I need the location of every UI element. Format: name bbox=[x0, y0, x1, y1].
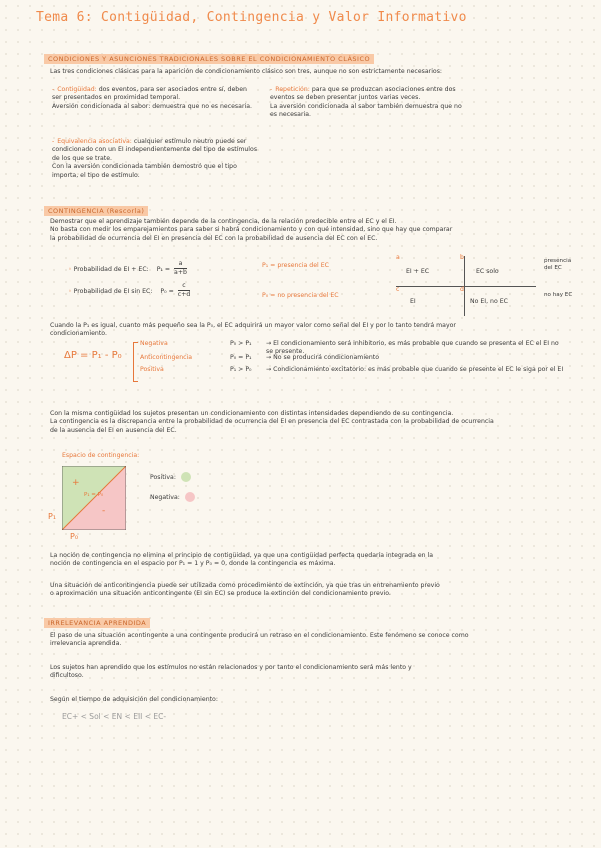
axis-y-label: P₁ bbox=[48, 512, 57, 521]
table-a: a bbox=[396, 254, 400, 261]
prob0-row: ◦ Probabilidad de EI sin EC: P₀ = $\frac{c}{c+d}$ bbox=[68, 282, 191, 299]
contiguidad-block bbox=[52, 86, 252, 111]
types-bracket bbox=[133, 342, 138, 382]
contingency-table bbox=[396, 256, 536, 316]
legend-positiva: Positiva: bbox=[150, 472, 191, 482]
table-d: d bbox=[460, 286, 464, 293]
prob1-label: Probabilidad de EI + EC: bbox=[73, 265, 149, 273]
page-title: Tema 6: Contigüidad, Contingencia y Valor Informativo bbox=[36, 10, 467, 25]
section-header-contingencia: CONTINGENCIA (Rescorla) bbox=[44, 198, 148, 217]
p1-definition: P₁ = presencia del EC bbox=[262, 262, 329, 269]
contingency-space-svg bbox=[62, 466, 126, 530]
irrelevancia-p5: Según el tiempo de adquisición del condicionamiento: bbox=[50, 696, 218, 703]
equivalencia-text: cualquier estímulo neutro puede ser condicionado con un EI independientemente del tipo de estímulos de los que se trate. bbox=[52, 138, 258, 162]
cell-ec-solo: EC solo bbox=[476, 268, 499, 275]
equivalencia-block bbox=[52, 138, 262, 180]
table-c: c bbox=[396, 286, 400, 293]
p0-definition: P₀ = no presencia del EC bbox=[262, 292, 339, 299]
prob1-row: ◦ Probabilidad de EI + EC: P₁ = $\frac{a}{a+b}$ bbox=[68, 260, 187, 277]
plus-sign: + bbox=[72, 478, 80, 488]
irrelevancia-p1: El paso de una situación acontingente a una contingente producirá un retraso en el condicionamiento. Este fenómeno se conoce como irrelevancia aprendida. bbox=[50, 632, 469, 648]
legend-negativa: Negativa: bbox=[150, 492, 195, 502]
contingencia-p9: La noción de contingencia no elimina el principio de contigüidad, ya que una contigüidad perfecta quedaría integrada en la noción de contingencia en el espacio por P₁ = 1 y P₀ = 0, donde la contingencia es máxima. bbox=[50, 552, 434, 568]
minus-sign: - bbox=[102, 506, 106, 516]
prob0-formula: P₀ = bbox=[160, 287, 174, 295]
contingency-types bbox=[140, 340, 580, 380]
contiguidad-text2: Aversión condicionada al sabor: demuestra que no es necesaria. bbox=[52, 102, 252, 110]
row2-label: no hay EC bbox=[544, 292, 573, 298]
delta-p-formula: ΔP = P₁ - P₀ bbox=[64, 350, 122, 361]
negativa-dot bbox=[185, 492, 195, 502]
prob1-fraction: $\frac{a}{a+b}$ bbox=[174, 260, 187, 277]
prob0-label: Probabilidad de EI sin EC: bbox=[73, 287, 153, 295]
contingency-space-diagram bbox=[62, 466, 126, 530]
repeticion-label: - Repetición: bbox=[270, 86, 310, 93]
prob1-formula: P₁ = bbox=[156, 265, 171, 273]
axis-x-label: P₀ bbox=[70, 532, 79, 541]
section1-intro: Las tres condiciones clásicas para la aparición de condicionamiento clásico son tres, aunque no son estrictamente necesarios: bbox=[50, 68, 443, 75]
section-header-irrelevancia: IRRELEVANCIA APRENDIDA bbox=[44, 610, 150, 629]
type-positiva: Positiva P₁ > P₀ → Condicionamiento excitatorio: es más probable que cuando se presente el EC le siga por el EI bbox=[140, 366, 564, 373]
prob0-fraction: $\frac{c}{c+d}$ bbox=[177, 282, 191, 299]
contiguidad-label: - Contigüidad: bbox=[52, 86, 97, 93]
cell-ei-ec: EI + EC bbox=[406, 268, 430, 275]
contingencia-p2: No basta con medir los emparejamientos para saber si habrá condicionamiento y con qué intensidad, sino que hay que comparar bbox=[50, 226, 453, 234]
cell-ei: EI bbox=[410, 298, 416, 305]
cell-no-ei-no-ec: No EI, no EC bbox=[470, 298, 508, 305]
row1-label: presencia del EC bbox=[544, 258, 572, 271]
contiguidad-text: dos eventos, para ser asociados entre sí, deben ser presentados en proximidad temporal. bbox=[52, 86, 247, 102]
positiva-dot bbox=[181, 472, 191, 482]
contingencia-p4: Cuando la P₁ es igual, cuanto más pequeño sea la P₀, el EC adquirirá un mayor valor como señal del EI y por lo tanto tendrá mayor condicionamiento. bbox=[50, 322, 456, 338]
contingencia-p6: Con la misma contigüidad los sujetos presentan un condicionamiento con distintas intensidades dependiendo de su contingencia. La contingencia es la discrepancia entre la probabilidad de ocurrencia del EI en presencia del EC contrastada con la probabilidad de ocurrencia de la ausencia del EI en ausencia del EC. bbox=[50, 410, 494, 434]
type-negativa: Negativa P₀ > P₁ → El condicionamiento será inhibitorio, es más probable que cuando se presenta el EC el EI no se presente. bbox=[140, 340, 559, 356]
repeticion-block bbox=[270, 86, 470, 120]
repeticion-text: para que se produzcan asociaciones entre dos eventos se deben presentar juntos varias veces. bbox=[270, 86, 456, 102]
equivalencia-text2: Con la aversión condicionada también demostró que el tipo importa, el tipo de estímulo. bbox=[52, 163, 237, 179]
equivalencia-label: - Equivalencia asociativa: bbox=[52, 138, 132, 145]
contingencia-p3: la probabilidad de ocurrencia del EI en presencia del EC con la probabilidad de ausencia del EC con el EC. bbox=[50, 234, 378, 242]
repeticion-text2: La aversión condicionada al sabor también demuestra que no es necesaria. bbox=[270, 102, 462, 119]
table-b: b bbox=[460, 254, 464, 261]
irrelevancia-p3: Los sujetos han aprendido que los estímulos no están relacionados y por tanto el condicionamiento será más lento y dificultoso. bbox=[50, 664, 412, 680]
contingencia-p1: Demostrar que el aprendizaje también depende de la contingencia, de la relación predecible entre el EC y el EI. bbox=[50, 218, 397, 225]
diagonal-label: P₁ = P₀ bbox=[84, 492, 104, 498]
section-header-conditions: CONDICIONES Y ASUNCIONES TRADICIONALES SOBRE EL CONDICIONAMIENTO CLÁSICO bbox=[44, 46, 374, 65]
contingencia-paragraph bbox=[50, 218, 580, 243]
acquisition-order: EC+ < Sol < EN < EII < EC- bbox=[62, 712, 167, 721]
space-title: Espacio de contingencia: bbox=[62, 452, 140, 459]
type-anticontingencia: Anticontingencia P₀ = P₁ → No se producirá condicionamiento bbox=[140, 354, 379, 361]
contingencia-p11: Una situación de anticontingencia puede ser utilizada como procedimiento de extinción, ya que tras un entrenamiento previo o aproximación una situación anticontingente (EI sin EC) se produce la extinción del condicionamiento previo. bbox=[50, 582, 440, 598]
